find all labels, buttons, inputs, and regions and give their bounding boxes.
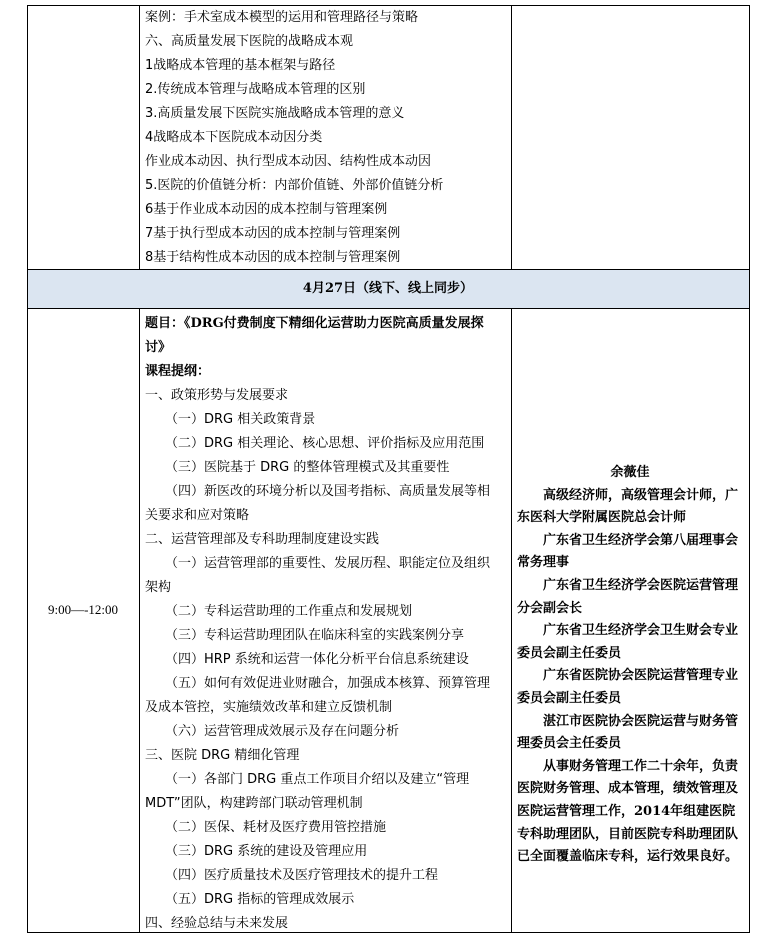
topic-title-cont: 讨》 — [145, 340, 172, 355]
content-line: 4战略成本下医院成本动因分类 — [145, 130, 323, 145]
speaker-role: 湛江市医院协会医院运营与财务管理委员会主任委员 — [517, 713, 739, 752]
outline-item: 二、运营管理部及专科助理制度建设实践 — [145, 532, 380, 547]
table-rule — [511, 5, 512, 269]
outline-item: （一）DRG 相关政策背景 — [165, 412, 316, 427]
speaker-role: 广东省卫生经济学会卫生财会专业委员会副主任委员 — [517, 623, 739, 661]
outline-item: （四）医疗质量技术及医疗管理技术的提升工程 — [165, 868, 439, 883]
table-rule — [139, 5, 140, 269]
session-time: 9:00—-12:00 — [47, 602, 119, 617]
speaker-title: 高级经济师，高级管理会计师，广东医科大学附属医院总会计师 — [517, 487, 739, 526]
outline-item: 及成本管控，实施绩效改革和建立反馈机制 — [145, 700, 393, 715]
table-rule — [749, 5, 750, 933]
outline-item: （三）医院基于 DRG 的整体管理模式及其重要性 — [165, 460, 450, 475]
speaker-name: 余薇佳 — [610, 465, 650, 480]
outline-item: 关要求和应对策略 — [145, 508, 250, 523]
table-rule — [27, 932, 749, 933]
speaker-role: 广东省医院协会医院运营管理专业委员会副主任委员 — [517, 668, 739, 706]
outline-item: （一）运营管理部的重要性、发展历程、职能定位及组织 — [165, 556, 491, 571]
outline-item: （四）HRP 系统和运营一体化分析平台信息系统建设 — [165, 652, 469, 667]
content-line: 3.高质量发展下医院实施战略成本管理的意义 — [145, 106, 405, 121]
outline-item: 四、经验总结与未来发展 — [145, 916, 289, 931]
content-line: 6基于作业成本动因的成本控制与管理案例 — [145, 202, 388, 217]
content-line: 六、高质量发展下医院的战略成本观 — [145, 34, 354, 49]
outline-item: （一）各部门 DRG 重点工作项目介绍以及建立“管理 — [165, 772, 470, 787]
content-line: 案例：手术室成本模型的运用和管理路径与策略 — [145, 10, 419, 25]
session-content-cell — [145, 312, 509, 932]
outline-item: 一、政策形势与发展要求 — [145, 388, 289, 403]
outline-item: （二）专科运营助理的工作重点和发展规划 — [165, 604, 413, 619]
speaker-role: 广东省卫生经济学会医院运营管理分会副会长 — [517, 577, 739, 616]
content-line: 5.医院的价值链分析：内部价值链、外部价值链分析 — [145, 178, 444, 193]
outline-item: （三）DRG 系统的建设及管理应用 — [165, 844, 368, 859]
upper-content-cell — [145, 6, 509, 268]
topic-title: 题目：《DRG付费制度下精细化运营助力医院高质量发展探 — [145, 316, 484, 331]
outline-item: （六）运营管理成效展示及存在问题分析 — [165, 724, 400, 739]
content-line: 7基于执行型成本动因的成本控制与管理案例 — [145, 226, 401, 241]
outline-item: 三、医院 DRG 精细化管理 — [145, 748, 300, 763]
table-rule — [27, 5, 28, 933]
content-line: 8基于结构性成本动因的成本控制与管理案例 — [145, 250, 401, 265]
table-rule — [511, 308, 512, 933]
speaker-role: 广东省卫生经济学会第八届理事会常务理事 — [517, 532, 739, 571]
outline-item: （五）如何有效促进业财融合，加强成本核算、预算管理 — [165, 676, 491, 691]
speaker-bio — [517, 462, 743, 869]
speaker-summary: 从事财务管理工作二十余年，负责医院财务管理、成本管理，绩效管理及医院运营管理工作，2014年组建医院专科助理团队，目前医院专科助理团队已全面覆盖临床专科，运行效果良好。 — [517, 758, 739, 865]
date-row-label: 4月27日（线下、线上同步） — [302, 281, 474, 296]
content-line: 2.传统成本管理与战略成本管理的区别 — [145, 82, 366, 97]
table-rule — [139, 308, 140, 933]
outline-item: （二）DRG 相关理论、核心思想、评价指标及应用范围 — [165, 436, 485, 451]
outline-item: 架构 — [145, 580, 172, 595]
outline-item: （三）专科运营助理团队在临床科室的实践案例分享 — [165, 628, 465, 643]
outline-item: （二）医保、耗材及医疗费用管控措施 — [165, 820, 387, 835]
outline-item: （五）DRG 指标的管理成效展示 — [165, 892, 355, 907]
content-line: 1战略成本管理的基本框架与路径 — [145, 58, 336, 73]
outline-item: MDT”团队，构建跨部门联动管理机制 — [145, 796, 363, 811]
content-line: 作业成本动因、执行型成本动因、结构性成本动因 — [145, 154, 432, 169]
outline-item: （四）新医改的环境分析以及国考指标、高质量发展等相 — [165, 484, 491, 499]
outline-heading: 课程提纲： — [145, 364, 211, 379]
table-rule — [27, 308, 749, 309]
